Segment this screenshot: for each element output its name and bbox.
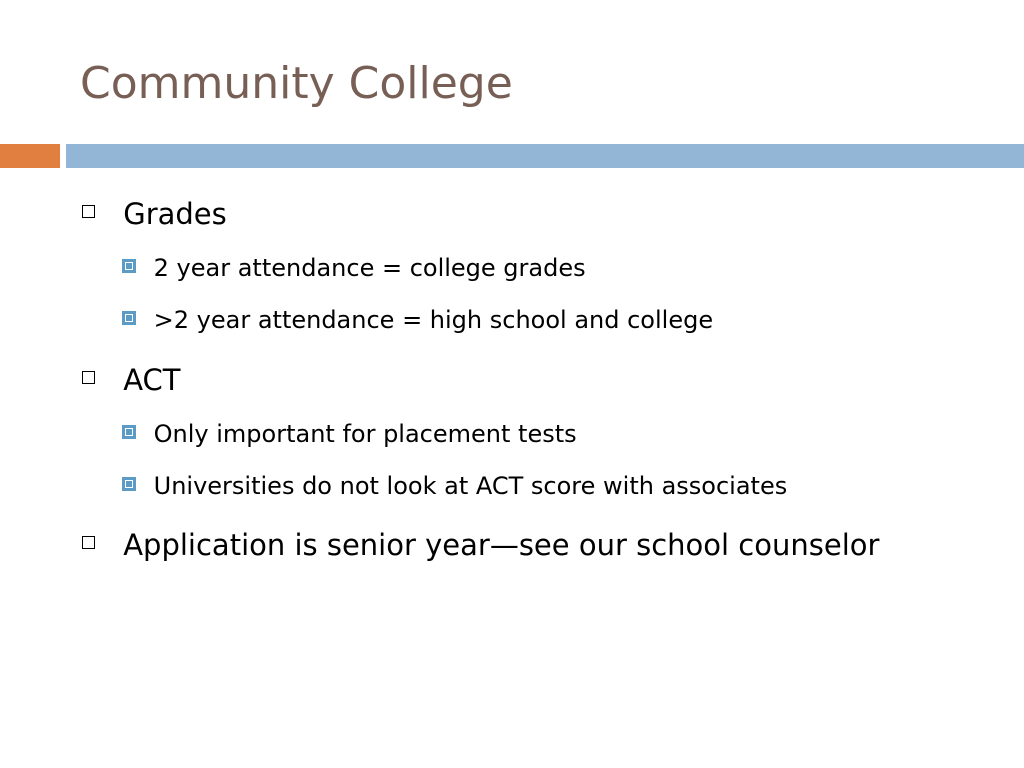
bullet-text: Application is senior year—see our school counselor <box>123 528 880 562</box>
hollow-square-bullet-icon <box>82 205 95 218</box>
bullet-item <box>82 523 879 565</box>
sub-bullet-text: Only important for placement tests <box>153 420 577 448</box>
accent-bar-blue <box>66 144 1024 168</box>
square-bullet-icon <box>122 425 136 439</box>
hollow-square-bullet-icon <box>82 371 95 384</box>
hollow-square-bullet-icon <box>82 536 95 549</box>
square-bullet-icon <box>122 259 136 273</box>
sub-bullet-text: Universities do not look at ACT score with associates <box>153 472 788 500</box>
bullet-text: Grades <box>123 197 227 231</box>
sub-bullet-text: 2 year attendance = college grades <box>153 254 586 282</box>
bullet-item <box>82 358 181 400</box>
square-bullet-icon <box>122 477 136 491</box>
bullet-item <box>82 192 227 234</box>
accent-bar-orange <box>0 144 60 168</box>
slide-title: Community College <box>80 58 513 109</box>
sub-bullet-text: >2 year attendance = high school and college <box>153 306 714 334</box>
sub-bullet-item <box>122 303 713 336</box>
sub-bullet-item <box>122 417 577 450</box>
sub-bullet-item <box>122 251 586 284</box>
sub-bullet-item <box>122 469 787 502</box>
bullet-text: ACT <box>123 363 181 397</box>
square-bullet-icon <box>122 311 136 325</box>
